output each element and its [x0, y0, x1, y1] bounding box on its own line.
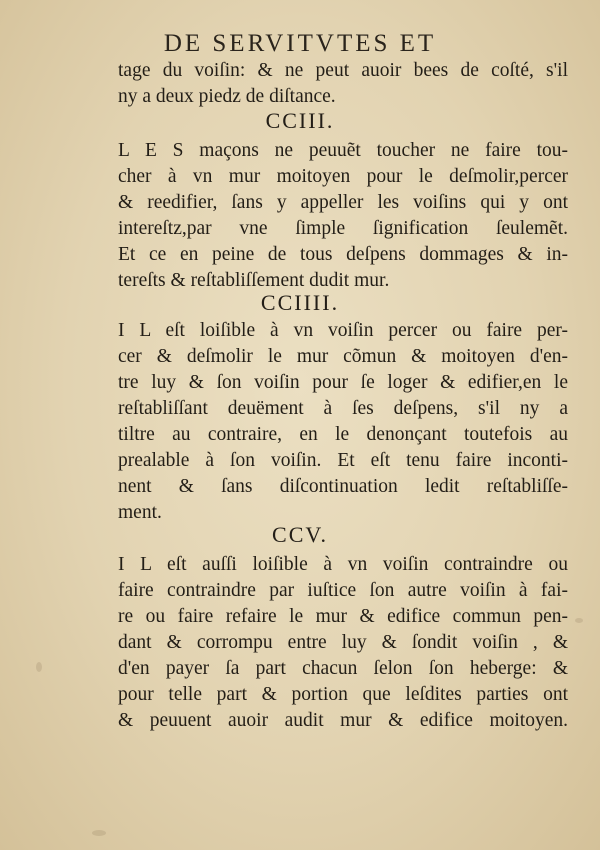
text-line: dant & corrompu entre luy & ſondit voiſin , & — [118, 632, 568, 653]
text-line: pour telle part & portion que leſdites parties ont — [118, 684, 568, 705]
text-line: ny a deux piedz de diſtance. — [118, 86, 336, 107]
text-line: cer & deſmolir le mur cõmun & moitoyen d'en- — [118, 346, 568, 367]
text-line: reſtabliſſant deuëment à ſes deſpens, s'il ny a — [118, 398, 568, 419]
text-line: Et ce en peine de tous deſpens dommages & in- — [118, 244, 568, 265]
text-line: & reedifier, ſans y appeller les voiſins qui y ont — [118, 192, 568, 213]
paper-stain — [92, 830, 106, 836]
running-header: DE SERVITVTES ET — [163, 30, 437, 57]
text-line: I L eſt loiſible à vn voiſin percer ou faire per- — [118, 320, 568, 341]
text-line: tage du voiſin: & ne peut auoir bees de coſté, s'il — [118, 60, 568, 81]
article-paragraph — [118, 138, 568, 294]
text-line: tiltre au contraire, en le denonçant toutefois au — [118, 424, 568, 445]
text-line: prealable à ſon voiſin. Et eſt tenu faire inconti- — [118, 450, 568, 471]
text-line: d'en payer ſa part chacun ſelon ſon heberge: & — [118, 658, 568, 679]
article-paragraph — [118, 552, 568, 734]
article-number: CCIII. — [265, 108, 335, 133]
text-line: ment. — [118, 502, 162, 523]
text-line: faire contraindre par iuſtice ſon autre voiſin à fai- — [118, 580, 568, 601]
paper-stain — [36, 662, 42, 672]
text-line: intereſtz,par vne ſimple ſignification ſeulemẽt. — [118, 218, 568, 239]
text-line: tre luy & ſon voiſin pour ſe loger & edifier,en le — [118, 372, 568, 393]
text-line: tereſts & reſtabliſſement dudit mur. — [118, 270, 390, 291]
article-number: CCIIII. — [260, 290, 340, 315]
article-number: CCV. — [272, 522, 328, 547]
text-line: cher à vn mur moitoyen pour le deſmolir,percer — [118, 166, 568, 187]
text-line: & peuuent auoir audit mur & edifice moitoyen. — [118, 710, 568, 731]
text-line: nent & ſans diſcontinuation ledit reſtabliſſe- — [118, 476, 568, 497]
article-paragraph — [118, 318, 568, 526]
text-line: re ou faire refaire le mur & edifice commun pen- — [118, 606, 568, 627]
paper-stain — [575, 618, 583, 623]
text-line: I L eſt auſſi loiſible à vn voiſin contraindre ou — [118, 554, 568, 575]
text-line: L E S maçons ne peuuẽt toucher ne faire tou- — [118, 140, 568, 161]
continuation-paragraph — [118, 58, 568, 110]
